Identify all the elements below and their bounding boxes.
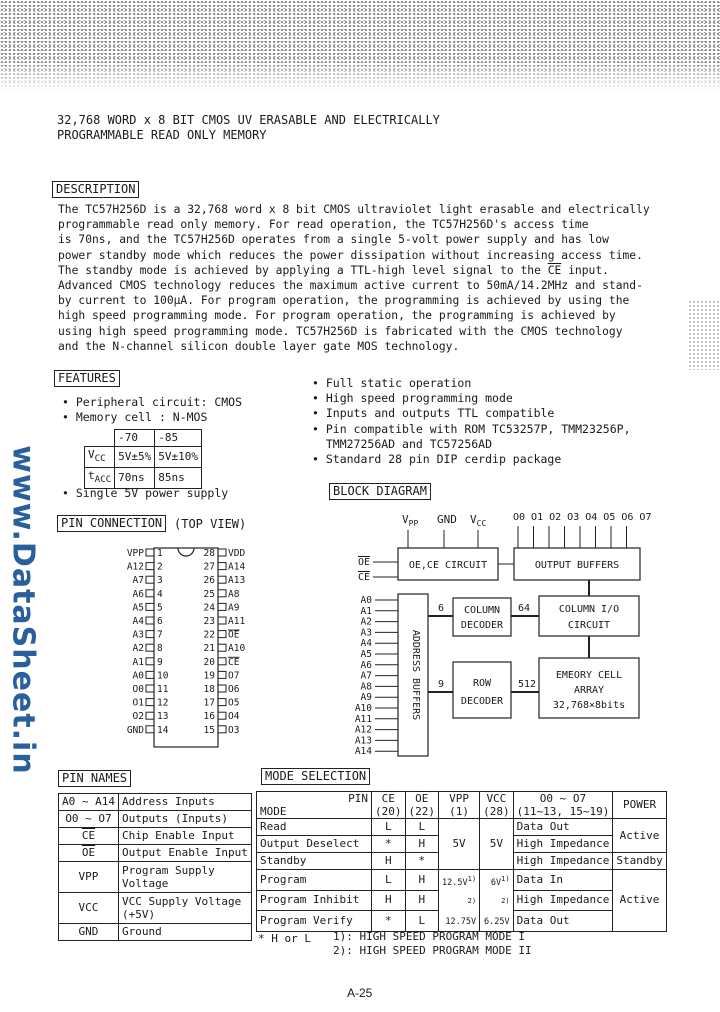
features-heading: FEATURES (54, 370, 120, 387)
mode-note-2: 2): HIGH SPEED PROGRAM MODE II (333, 944, 532, 957)
svg-text:64: 64 (518, 603, 531, 614)
dip-pin (218, 576, 226, 583)
address-label: A12 (354, 724, 372, 736)
dip-pin-label: A0 (132, 670, 144, 682)
dip-pin-label: 21 (203, 643, 215, 655)
dip-pin-label: A6 (132, 588, 144, 600)
description-body: The TC57H256D is a 32,768 word x 8 bit CMOS ultraviolet light erasable and electrically programmable read only memory. For read operation, the TC57H256D's access time is 70ns, and the TC57H256D operates from a single 5-volt power supply and has low power standby mode which reduces the power dissipation without increasing access time. The standby mode is achieved by applying a TTL-high level signal to the $\overline{CE}$ input. Advanced CMOS technology reduces the maximum active current to 50mA/14.2MHz and stand- by current to 100μA. For program operation, the programming is achieved by using the high speed programming mode. For program operation, the programming is achieved by using high speed programming mode. TC57H256D is fabricated with the CMOS technology and the N-channel silicon double layer gate MOS technology. (58, 203, 650, 353)
address-label: A7 (360, 670, 372, 682)
svg-text:VPP: $V_{PP}$ (402, 513, 419, 528)
dip-pin (146, 549, 154, 556)
address-label: A9 (360, 692, 372, 704)
dip-pin-label: A4 (132, 616, 144, 627)
dip-pin-label: 5 (157, 602, 163, 614)
dip-pin (146, 658, 154, 665)
address-label: A8 (360, 681, 372, 693)
dip-pin-label: A10 (228, 643, 246, 655)
dip-pin-label: 4 (157, 588, 163, 600)
block-diagram (355, 512, 652, 757)
address-label: A1 (360, 605, 372, 617)
address-label: A11 (354, 713, 372, 725)
features-supply: • Single 5V power supply (62, 486, 229, 500)
dip-pin-label: 19 (203, 670, 215, 682)
address-label: A10 (354, 703, 372, 714)
dip-pin-label: A1 (132, 656, 144, 668)
block-diagram-heading: BLOCK DIAGRAM (329, 483, 431, 500)
dip-pin-label: A7 (132, 575, 144, 587)
dip-pin-label: 20 (203, 656, 215, 668)
page-number: A-25 (347, 986, 373, 1000)
mode-selection-heading: MODE SELECTION (261, 768, 370, 785)
dip-pin (146, 671, 154, 678)
dip-notch (178, 548, 194, 556)
dip-pin-label: VDD (228, 548, 246, 559)
dip-pin (146, 576, 154, 583)
dip-pin-label: 12 (157, 697, 169, 709)
dip-pin (218, 712, 226, 719)
features-left: • Peripheral circuit: CMOS • Memory cell : N-MOS (62, 395, 243, 425)
address-label: A3 (360, 627, 372, 639)
dip-pin (146, 631, 154, 638)
dip-pin-label: A11 (228, 616, 246, 627)
dip-pin (218, 658, 226, 665)
dip-pin (146, 726, 154, 733)
svg-text:ROW: ROW (472, 678, 492, 689)
dip-pin (146, 685, 154, 692)
dip-pin-label: A13 (228, 575, 246, 587)
dip-pin-label: A14 (228, 561, 246, 573)
svg-text:6: 6 (438, 603, 445, 614)
address-label: A0 (360, 595, 372, 606)
document-title: 32,768 WORD x 8 BIT CMOS UV ERASABLE AND ELECTRICALLY PROGRAMMABLE READ ONLY MEMORY (57, 113, 440, 142)
dip-pin-label: 1 (157, 548, 163, 559)
dip-pins (127, 548, 246, 736)
dip-pin (218, 590, 226, 597)
address-label: A13 (354, 735, 372, 747)
svg-text:CE: CE (358, 572, 371, 583)
dip-pin-label: 22 (203, 629, 215, 641)
svg-text:512: 512 (518, 679, 537, 690)
dip-pin-label: 26 (203, 575, 215, 587)
svg-text:ADDRESS BUFFERS: ADDRESS BUFFERS (410, 629, 421, 721)
svg-text:32,768×8bits: 32,768×8bits (552, 700, 626, 711)
dip-pin (146, 644, 154, 651)
dip-pin-label: 17 (203, 697, 215, 709)
pin-names-heading: PIN NAMES (58, 770, 131, 787)
dip-pin-label: 23 (203, 616, 215, 627)
pin-names-table: A0 ~ A14 Address Inputs O0 ~ O7 Outputs (Inputs) $\overline{CE}$ Chip Enable Input $\overline{OE}$ Output Enable Input VPP Program Supply Voltage VCC VCC Supply Voltage (+5V) GND Ground (58, 793, 252, 941)
dip-pin-label: A3 (132, 629, 144, 641)
dip-pin-label: O5 (228, 697, 240, 709)
dip-pin-label: OE (228, 629, 240, 641)
dip-pin-label: 18 (203, 684, 215, 695)
dip-pin-label: O1 (132, 697, 144, 709)
dip-pin-label: A5 (132, 602, 144, 614)
address-label: A6 (360, 659, 372, 671)
svg-text:DECODER: DECODER (460, 696, 504, 707)
dip-pin-label: 3 (157, 575, 163, 587)
dip-pin (218, 603, 226, 610)
features-table: -70 -85 $V_{CC}$ 5V±5% 5V±10% $t_{ACC}$ 70ns 85ns (84, 429, 202, 489)
dip-pin (146, 699, 154, 706)
dip-pin (218, 631, 226, 638)
dip-pin (146, 617, 154, 624)
address-label: A4 (360, 638, 372, 650)
dip-pin-label: O0 (132, 684, 144, 695)
dip-pin-label: 2 (157, 561, 163, 573)
dip-pin-label: VPP (126, 548, 144, 559)
dip-pin (146, 590, 154, 597)
dip-pin-label: O7 (228, 670, 240, 682)
dip-pin (218, 549, 226, 556)
dip-pin-label: O6 (228, 684, 240, 695)
dip-pin (146, 603, 154, 610)
dip-pin-label: 8 (157, 643, 163, 655)
address-label: A5 (360, 649, 372, 660)
dip-pin (218, 685, 226, 692)
watermark: www.DataSheet.in (6, 445, 40, 775)
dip-pin-label: 15 (203, 724, 215, 736)
pin-connection-heading: PIN CONNECTION (57, 515, 166, 532)
dip-pin-label: 25 (203, 588, 215, 600)
dip-pin (218, 699, 226, 706)
address-label: A2 (360, 616, 372, 628)
dip-pin (218, 726, 226, 733)
dip-pin-label: CE (228, 656, 240, 668)
dip-pin-label: 11 (157, 684, 169, 695)
svg-text:OE: OE (358, 557, 371, 568)
dip-pin (218, 563, 226, 570)
svg-text:COLUMN I/O: COLUMN I/O (558, 604, 620, 615)
description-heading: DESCRIPTION (52, 181, 139, 198)
dip-pin-label: A2 (132, 643, 144, 655)
svg-text:COLUMN: COLUMN (463, 605, 501, 616)
svg-text:CIRCUIT: CIRCUIT (567, 620, 611, 631)
svg-text:VCC: $V_{CC}$ (470, 513, 487, 528)
svg-text:OE,CE CIRCUIT: OE,CE CIRCUIT (408, 560, 488, 571)
dip-pin-label: A9 (228, 602, 240, 614)
dip-pin-label: O3 (228, 724, 240, 736)
dip-pin-label: 13 (157, 711, 169, 723)
dip-pin-label: O4 (228, 711, 240, 723)
dip-pin-label: 10 (157, 670, 169, 682)
dip-pin (146, 712, 154, 719)
svg-text:ARRAY: ARRAY (573, 685, 605, 696)
dip-pin-label: 6 (157, 616, 163, 627)
dip-pin (146, 563, 154, 570)
dip-pin-label: 7 (157, 629, 163, 641)
dip-pin (218, 671, 226, 678)
address-label: A14 (354, 746, 372, 758)
mode-note-1: 1): HIGH SPEED PROGRAM MODE I (333, 930, 526, 943)
dip-pin-label: GND (126, 724, 144, 736)
dip-pin-label: O2 (132, 711, 144, 723)
svg-text:GND: GND (437, 513, 457, 526)
dip-pin-label: 16 (203, 711, 215, 723)
dip-pin-label: 28 (203, 548, 215, 559)
dip-pin-label: 14 (157, 724, 169, 736)
svg-text:OUTPUT BUFFERS: OUTPUT BUFFERS (534, 560, 620, 571)
dip-pin (218, 644, 226, 651)
svg-text:DECODER: DECODER (460, 620, 504, 631)
dip-pin-label: A12 (126, 561, 144, 573)
row-decoder-box (453, 662, 511, 718)
dip-pin-label: 9 (157, 656, 163, 668)
dip-pin (218, 617, 226, 624)
svg-text:9: 9 (438, 679, 445, 690)
dip-pin-label: 27 (203, 561, 215, 573)
svg-text:EMEORY CELL: EMEORY CELL (555, 670, 623, 681)
features-right: • Full static operation • High speed programming mode • Inputs and outputs TTL compatible • Pin compatible with ROM TC53257P, TMM23256P, TMM27256AD and TC57256AD • Standard 28 pin DIP cerdip package (312, 376, 631, 467)
pin-connection-subtitle: (TOP VIEW) (174, 517, 247, 531)
mode-selection-table: PIN MODE $\overline{CE}$ (20) $\overline{OE}$ (22) VPP (1) VCC (28) O0 ~ O7 (11~13, 15~19) POWER Read L L 5V 5V Data Out Active Output Deselect * H High Impedance Standby H * High Impedance Standby Program L H $12.5V^{1)}$ $^{2)}$ 12.75V $6V^{1)}$ $^{2)}$ 6.25V Data In Active Program Inhibit H H High Impedance Program Verify * L Data Out (256, 791, 667, 932)
dip-pin-label: A8 (228, 588, 240, 600)
svg-text:O0 O1 O2 O3 O4 O5 O6 O7: O0 O1 O2 O3 O4 O5 O6 O7 (513, 512, 652, 523)
dip-pin-label: 24 (203, 602, 215, 614)
mode-note-hl: * H or L (258, 932, 311, 945)
